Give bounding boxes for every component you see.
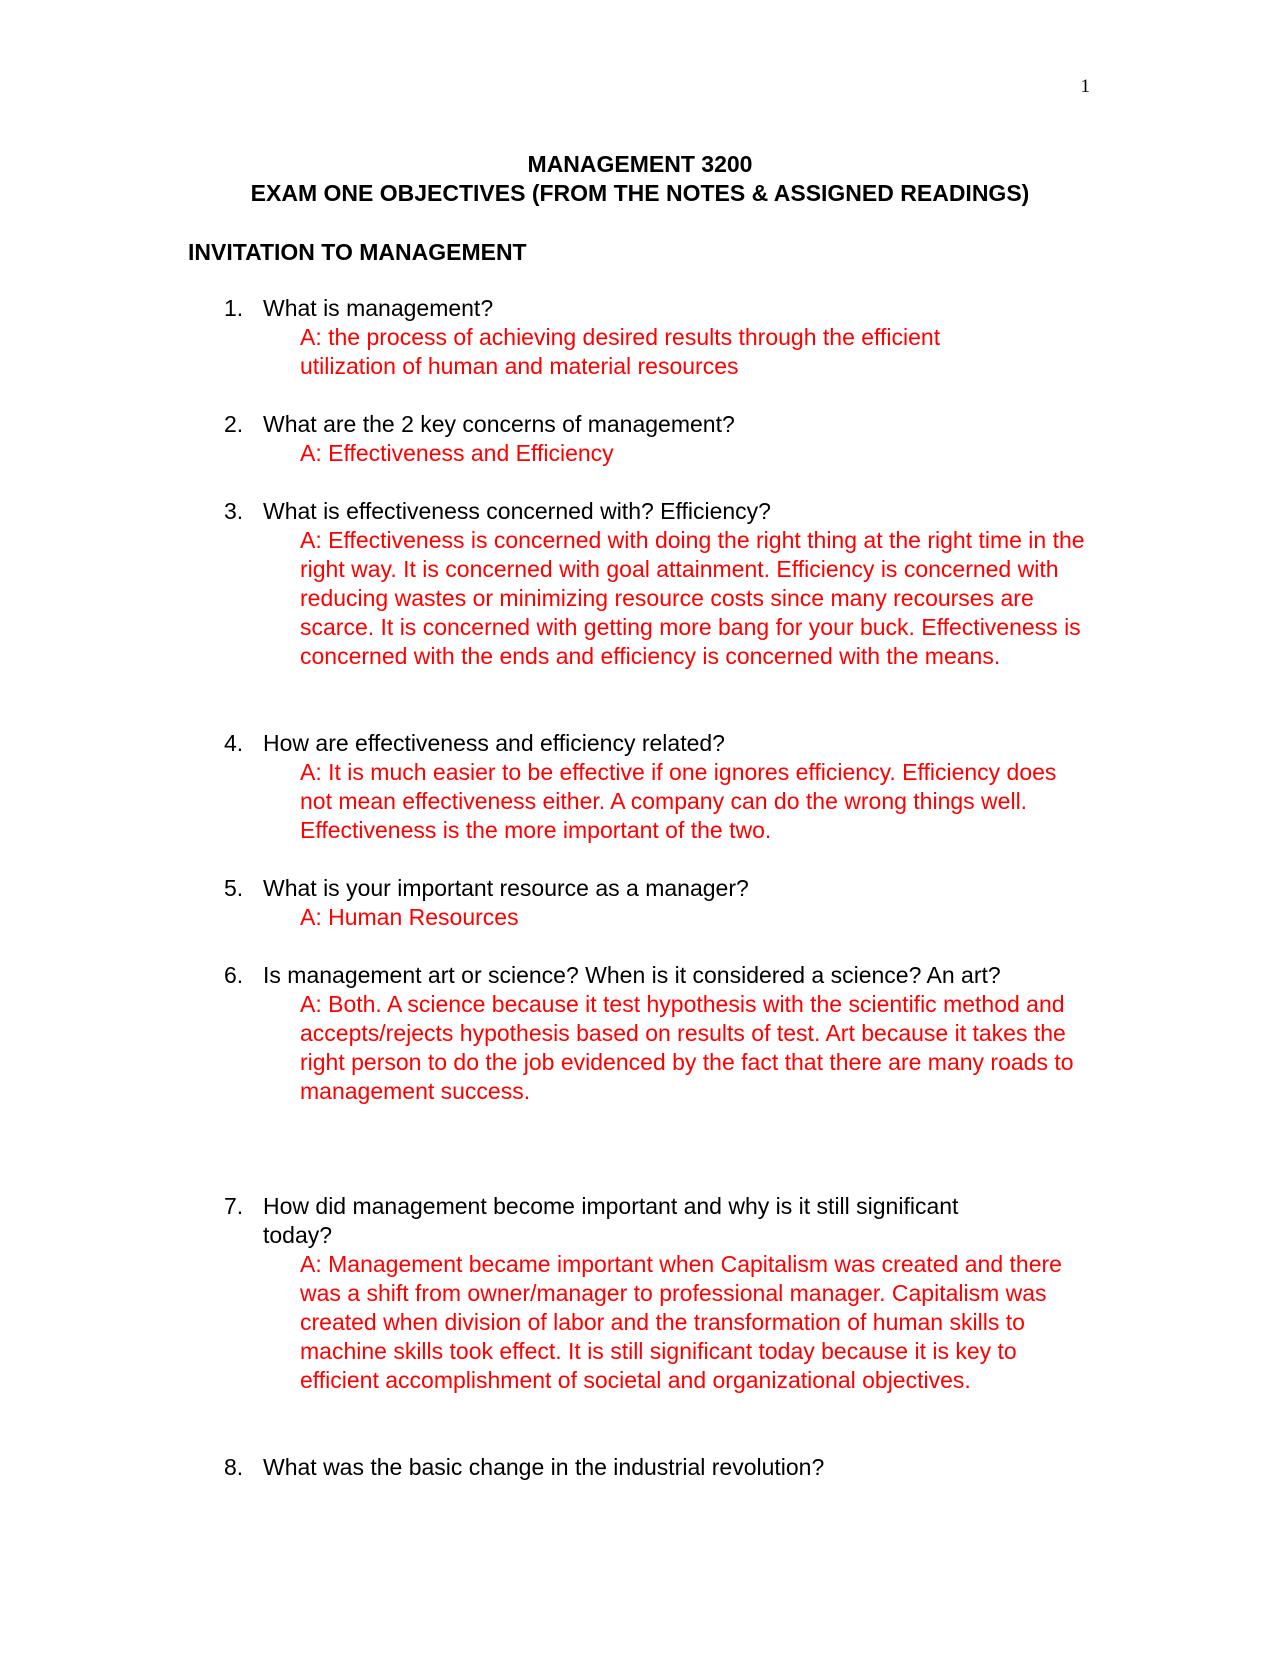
- question-text: What was the basic change in the industrial revolution?: [263, 1454, 825, 1480]
- answer-text: A: Management became important when Capitalism was created and there was a shift from owner/manager to professional manager. Capitalism was created when division of labor and the transformation of human skills to machine skills took effect. It is still significant today because it is key to efficient accomplishment of societal and organizational objectives.: [300, 1251, 1062, 1393]
- answer-text: A: the process of achieving desired results through the efficient utilization of human and material resources: [300, 324, 941, 379]
- answer-text: A: Effectiveness is concerned with doing the right thing at the right time in the right way. It is concerned with goal attainment. Efficiency is concerned with reducing wastes or minimizing resource costs since many recourses are scarce. It is concerned with getting more bang for your buck. Effectiveness is concerned with the ends and efficiency is concerned with the means.: [300, 527, 1085, 669]
- answer-text: A: Both. A science because it test hypothesis with the scientific method and accepts/rejects hypothesis based on results of test. Art because it takes the right person to do the job evidenced by the fact that there are many roads to management success.: [300, 991, 1074, 1104]
- question-text: What is your important resource as a manager?: [263, 875, 749, 901]
- question-number: 2.: [224, 411, 244, 437]
- question-text: What is management?: [263, 295, 494, 321]
- question-number: 6.: [224, 962, 244, 988]
- question-text: What are the 2 key concerns of management?: [263, 411, 735, 437]
- question-number: 8.: [224, 1454, 244, 1480]
- question-number: 7.: [224, 1193, 244, 1219]
- answer-text: A: Human Resources: [300, 904, 519, 930]
- question-text: How are effectiveness and efficiency related?: [263, 730, 725, 756]
- question-number: 1.: [224, 295, 244, 321]
- answer-text: A: It is much easier to be effective if one ignores efficiency. Efficiency does not mean effectiveness either. A company can do the wrong things well. Effectiveness is the more important of the two.: [300, 759, 1057, 843]
- question-number: 5.: [224, 875, 244, 901]
- question-text: Is management art or science? When is it considered a science? An art?: [263, 962, 1001, 988]
- title-line-course: MANAGEMENT 3200: [527, 151, 753, 177]
- section-heading: INVITATION TO MANAGEMENT: [188, 239, 527, 265]
- page-number: 1: [1080, 76, 1090, 97]
- title-line-exam: EXAM ONE OBJECTIVES (FROM THE NOTES & ASSIGNED READINGS): [250, 180, 1030, 206]
- question-number: 4.: [224, 730, 244, 756]
- question-text: What is effectiveness concerned with? Efficiency?: [263, 498, 771, 524]
- answer-text: A: Effectiveness and Efficiency: [300, 440, 614, 466]
- question-number: 3.: [224, 498, 244, 524]
- question-text: How did management become important and why is it still significant today?: [263, 1193, 959, 1248]
- document-title: [0, 150, 1280, 208]
